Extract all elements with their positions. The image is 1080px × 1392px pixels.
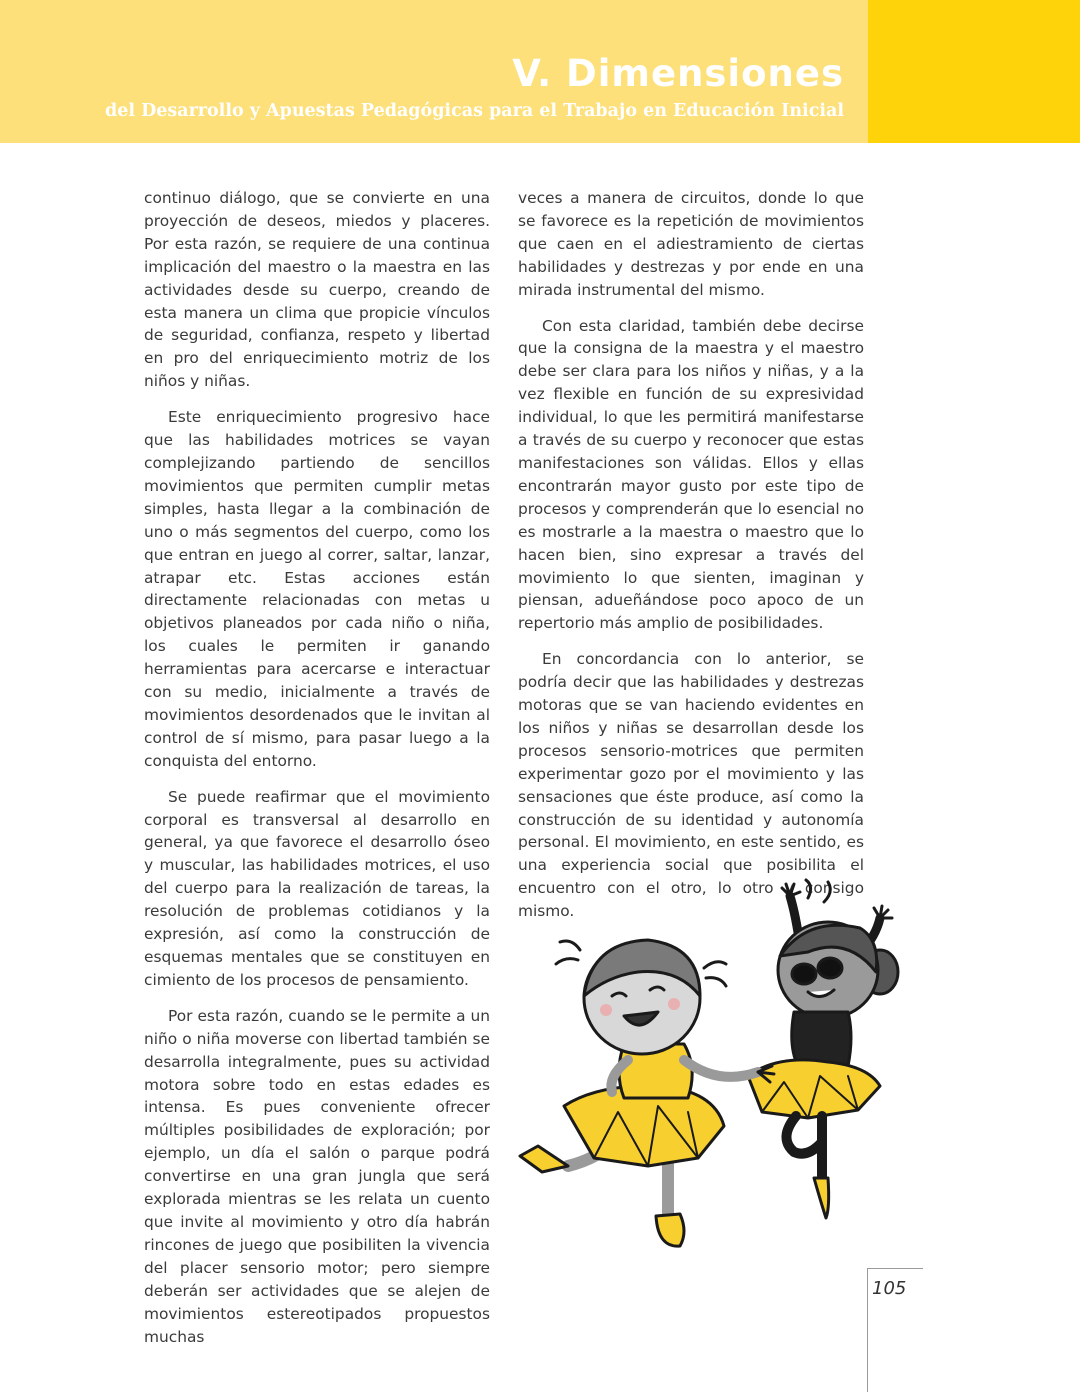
paragraph: Este enriquecimiento progresivo hace que las habilidades motrices se vayan complejizando partiendo de sencillos movimientos que permiten cumplir metas simples, hasta llegar a la combinación de uno o más segmentos del cuerpo, como los que entran en juego al correr, saltar, lanzar, atrapar etc. Estas acciones están directamente relacionadas con metas u objetivos planeados por cada niño o niña, los cuales le permiten ir ganando herramientas para acercarse e interactuar con su medio, inicialmente a través de movimientos desordenados que le invitan al control de sí mismo, para pasar luego a la conquista del entorno. <box>144 408 490 770</box>
chapter-subtitle: del Desarrollo y Apuestas Pedagógicas para el Trabajo en Educación Inicial <box>104 101 844 121</box>
left-column <box>144 187 490 1361</box>
chapter-title: V. Dimensiones <box>512 52 844 95</box>
paragraph: En concordancia con lo anterior, se podría decir que las habilidades y destrezas motoras que se van haciendo evidentes en los niños y niñas se desarrollan desde los procesos sensorio-motrices que permiten experimentar gozo por el movimiento y las sensaciones que éste produce, así como la construcción de su identidad y autonomía personal. El movimiento, en este sentido, es una experiencia social que posibilita el encuentro con el otro, lo otro y consigo mismo. <box>518 650 864 921</box>
paragraph: Por esta razón, cuando se le permite a un niño o niña moverse con libertad también se desarrolla integralmente, pues su actividad motora sobre todo en estas edades es intensa. Es pues conveniente ofrecer múltiples posibilidades de exploración; por ejemplo, un día el salón o parque podrá convertirse en una gran jungla que será explorada mientras se les relata un cuento que invite al movimiento y otro día habrán rincones de juego que posibiliten la vivencia del placer sensorio motor; pero siempre deberán ser actividades que se alejen de movimientos estereotipados propuestos muchas <box>144 1006 490 1346</box>
footer-rule-horizontal <box>867 1268 923 1269</box>
header-accent-block <box>868 0 1080 143</box>
paragraph: Se puede reafirmar que el movimiento corporal es transversal al desarrollo en general, ya que favorece el desarrollo óseo y muscular, las habilidades motrices, el uso del cuerpo para la realización de tareas, la resolución de problemas cotidianos y la expresión, así como la construcción de esquemas mentales que se constituyen en cimiento de los procesos de pensamiento. <box>144 787 490 989</box>
page-number: 105 <box>872 1278 907 1299</box>
right-column <box>518 187 864 936</box>
paragraph: continuo diálogo, que se convierte en una proyección de deseos, miedos y placeres. Por esta razón, se requiere de una continua implicación del maestro o la maestra en las actividades desde su cuerpo, creando de esta manera un clima que propicie vínculos de seguridad, confianza, respeto y libertad en pro del enriquecimiento motriz de los niños y niñas. <box>144 189 490 391</box>
paragraph: veces a manera de circuitos, donde lo que se favorece es la repetición de movimientos que caen en el adiestramiento de ciertas habilidades y destrezas y por ende en una mirada instrumental del mismo. <box>518 189 864 299</box>
footer-rule-vertical <box>867 1268 868 1392</box>
paragraph: Con esta claridad, también debe decirse que la consigna de la maestra y el maestro debe ser clara para los niños y niñas, y a la vez flexible en función de su expresividad individual, lo que les permitirá manifestarse a través de su cuerpo y reconocer que estas manifestaciones son válidas. Ellos y ellas encontrarán mayor gusto por este tipo de procesos y comprenderán que lo esencial no es mostrarle a la maestra o maestro que lo hacen bien, sino expresar a través del movimiento lo que sienten, imaginan y piensan, adueñándose poco apoco de un repertorio más amplio de posibilidades. <box>518 316 864 633</box>
dancing-girls-illustration <box>508 876 908 1260</box>
